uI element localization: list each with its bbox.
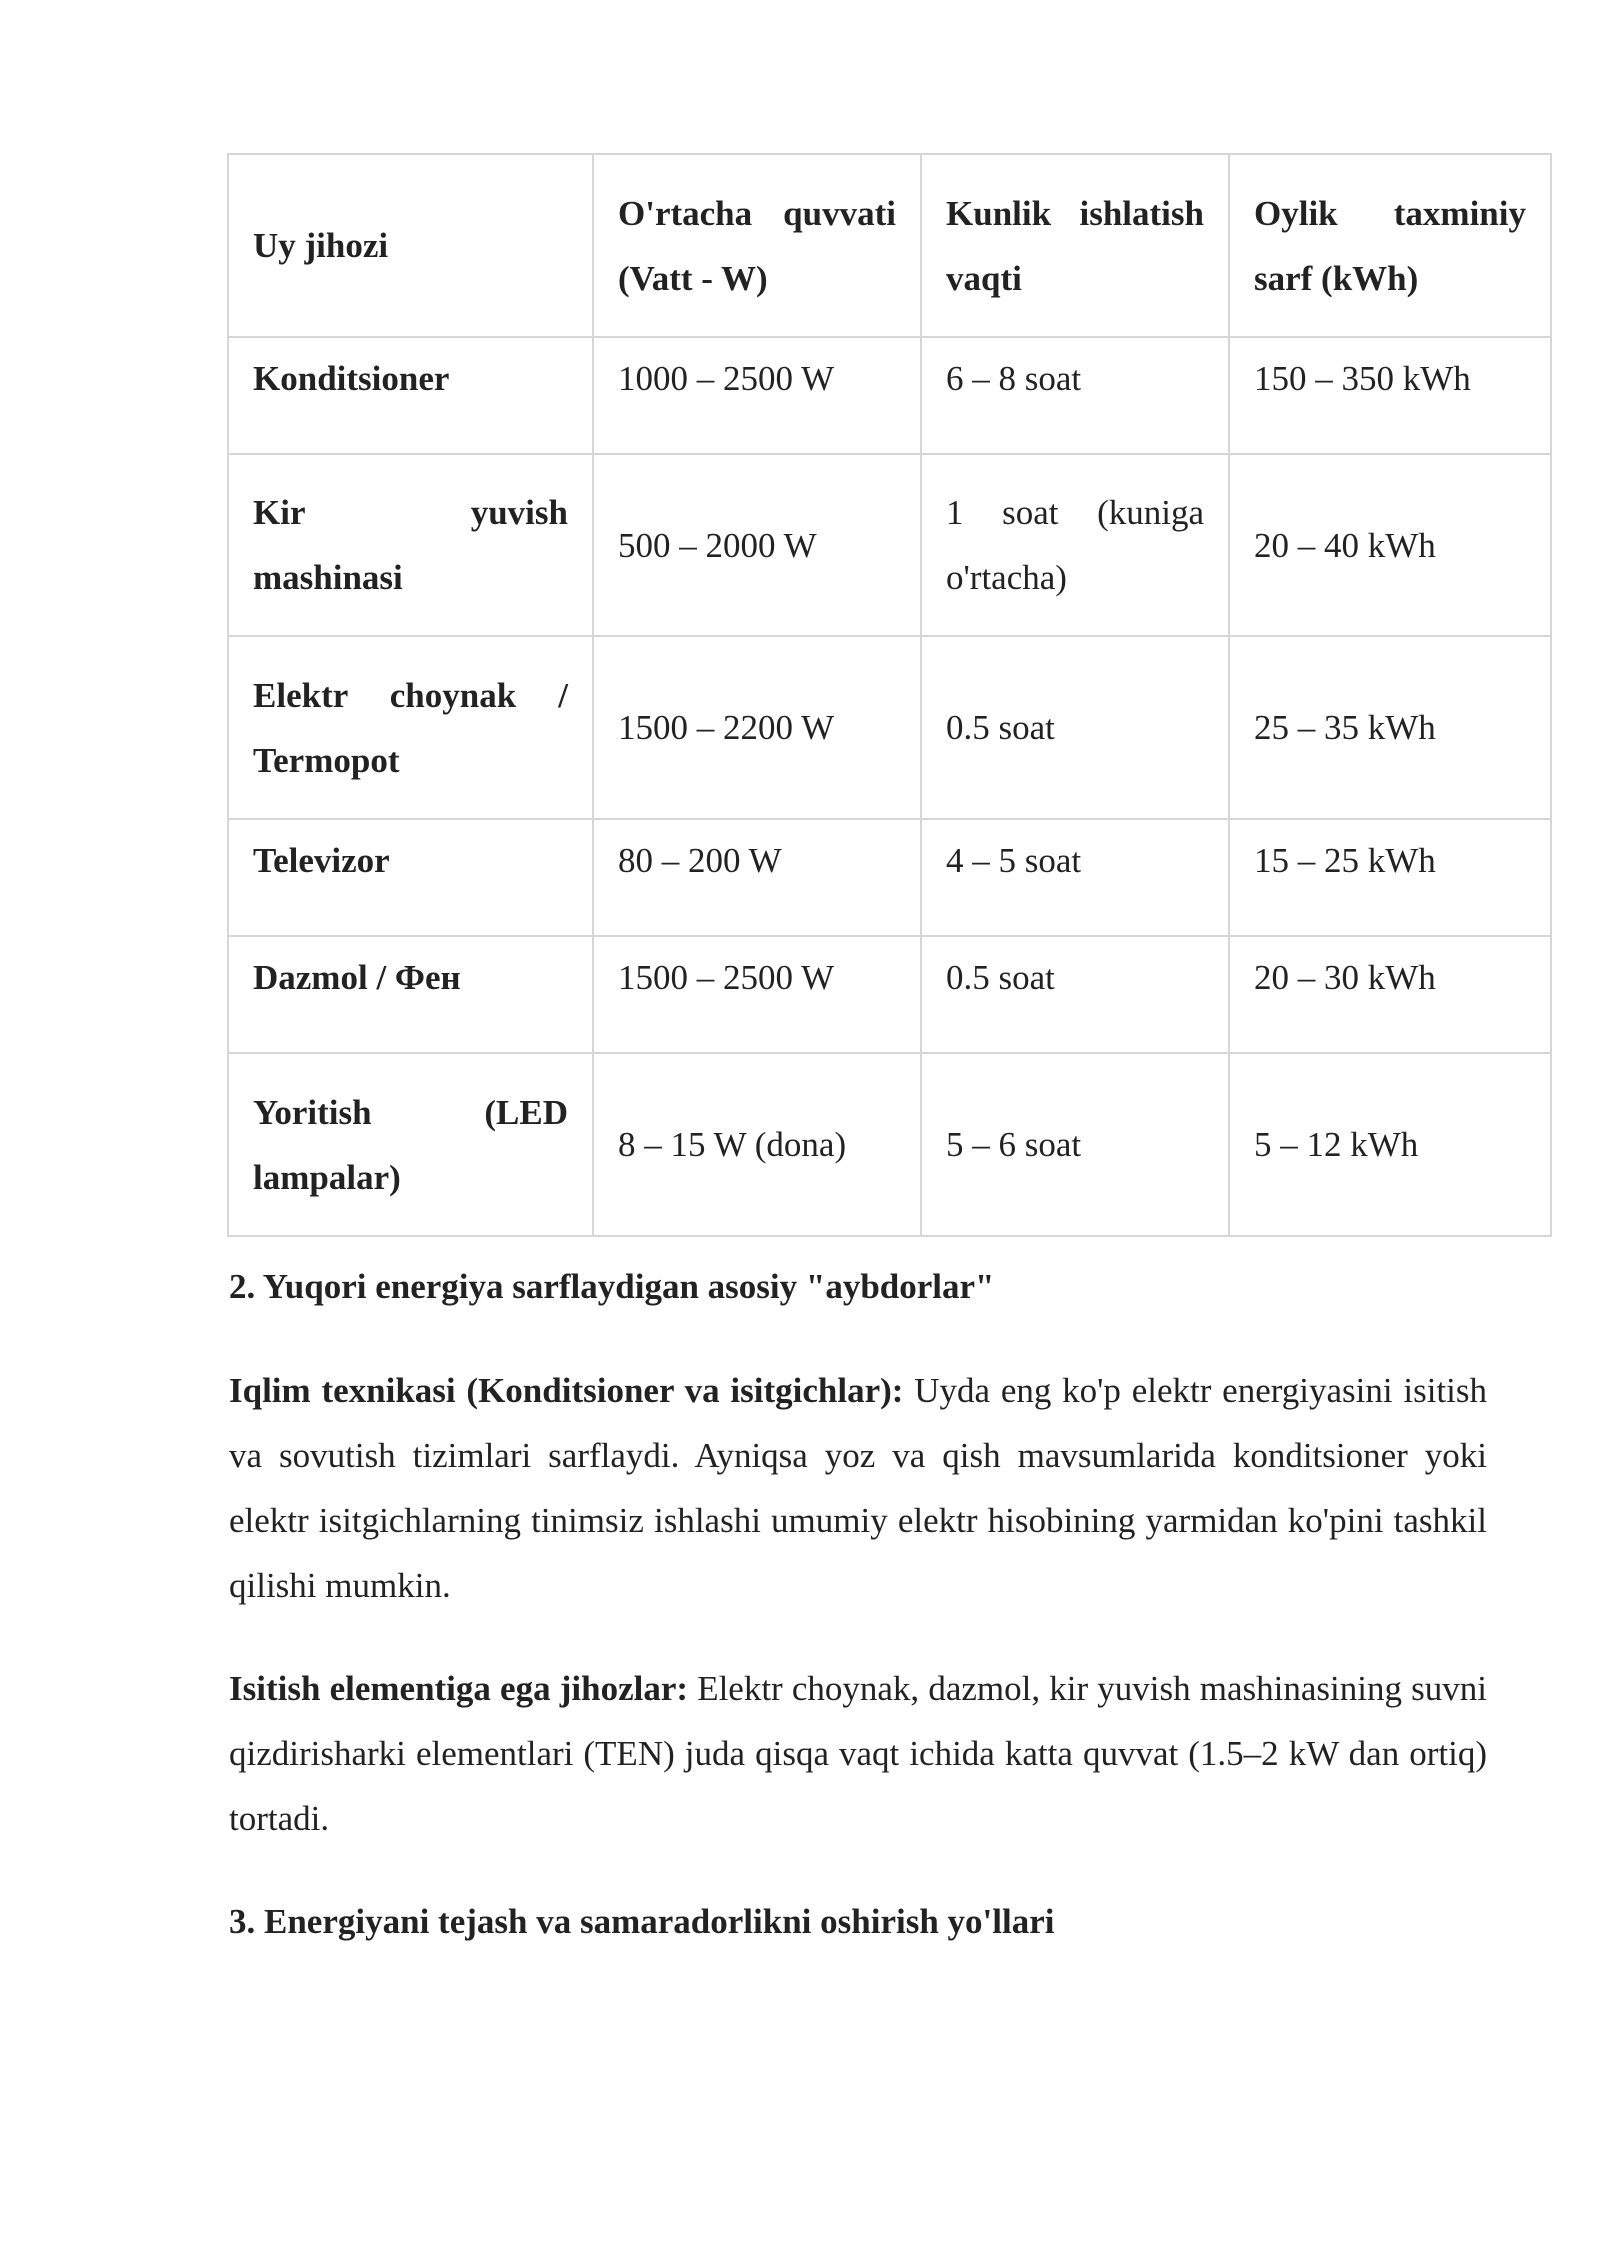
header-appliance: Uy jihozi (228, 154, 593, 337)
cell-usage: 5 – 6 soat (921, 1053, 1229, 1236)
cell-power: 500 – 2000 W (593, 454, 921, 636)
table-header-row (228, 154, 1551, 337)
cell-usage: 0.5 soat (921, 936, 1229, 1053)
section-2-paragraph-1 (229, 1358, 1487, 1618)
paragraph-1-lead: Iqlim texnikasi (Konditsioner va isitgichlar): (229, 1371, 904, 1410)
section-2-paragraph-2 (229, 1656, 1487, 1851)
cell-consumption: 5 – 12 kWh (1229, 1053, 1551, 1236)
cell-consumption: 20 – 30 kWh (1229, 936, 1551, 1053)
cell-consumption: 20 – 40 kWh (1229, 454, 1551, 636)
header-avg-power: O'rtacha quvvati (Vatt - W) (593, 154, 921, 337)
cell-usage: 0.5 soat (921, 636, 1229, 819)
section-2-heading: 2. Yuqori energiya sarflaydigan asosiy "aybdorlar" (229, 1267, 995, 1306)
table-row (228, 819, 1551, 936)
table-row (228, 1053, 1551, 1236)
cell-power: 80 – 200 W (593, 819, 921, 936)
cell-appliance: Dazmol / Фен (228, 936, 593, 1053)
table-row (228, 337, 1551, 454)
table-row (228, 454, 1551, 636)
cell-usage: 6 – 8 soat (921, 337, 1229, 454)
cell-power: 8 – 15 W (dona) (593, 1053, 921, 1236)
appliance-energy-table (227, 153, 1552, 1237)
cell-consumption: 150 – 350 kWh (1229, 337, 1551, 454)
paragraph-1-body: Uyda eng ko'p elektr energiyasini isitish va sovutish tizimlari sarflaydi. Ayniqsa yoz va qish mavsumlarida konditsioner yoki elektr isitgichlarning tinimsiz ishlashi umumiy elektr hisobining yarmidan ko'pini tashkil qilishi mumkin. (229, 1371, 1487, 1605)
header-monthly-consumption: Oylik taxminiy sarf (kWh) (1229, 154, 1551, 337)
cell-usage: 4 – 5 soat (921, 819, 1229, 936)
paragraph-2-lead: Isitish elementiga ega jihozlar: (229, 1669, 689, 1708)
cell-appliance: Elektr choynak / Termopot (228, 636, 593, 819)
cell-appliance: Kir yuvish mashinasi (228, 454, 593, 636)
cell-consumption: 25 – 35 kWh (1229, 636, 1551, 819)
cell-usage: 1 soat (kuniga o'rtacha) (921, 454, 1229, 636)
paragraph-2-body: Elektr choynak, dazmol, kir yuvish mashinasining suvni qizdirisharki elementlari (TEN) juda qisqa vaqt ichida katta quvvat (1.5–2 kW dan ortiq) tortadi. (229, 1669, 1487, 1838)
cell-appliance: Televizor (228, 819, 593, 936)
cell-power: 1000 – 2500 W (593, 337, 921, 454)
cell-consumption: 15 – 25 kWh (1229, 819, 1551, 936)
cell-appliance: Konditsioner (228, 337, 593, 454)
table-row (228, 636, 1551, 819)
cell-power: 1500 – 2500 W (593, 936, 921, 1053)
cell-appliance: Yoritish (LED lampalar) (228, 1053, 593, 1236)
header-daily-usage: Kunlik ishlatish vaqti (921, 154, 1229, 337)
section-3-heading: 3. Energiyani tejash va samaradorlikni oshirish yo'llari (229, 1902, 1055, 1941)
table-row (228, 936, 1551, 1053)
cell-power: 1500 – 2200 W (593, 636, 921, 819)
